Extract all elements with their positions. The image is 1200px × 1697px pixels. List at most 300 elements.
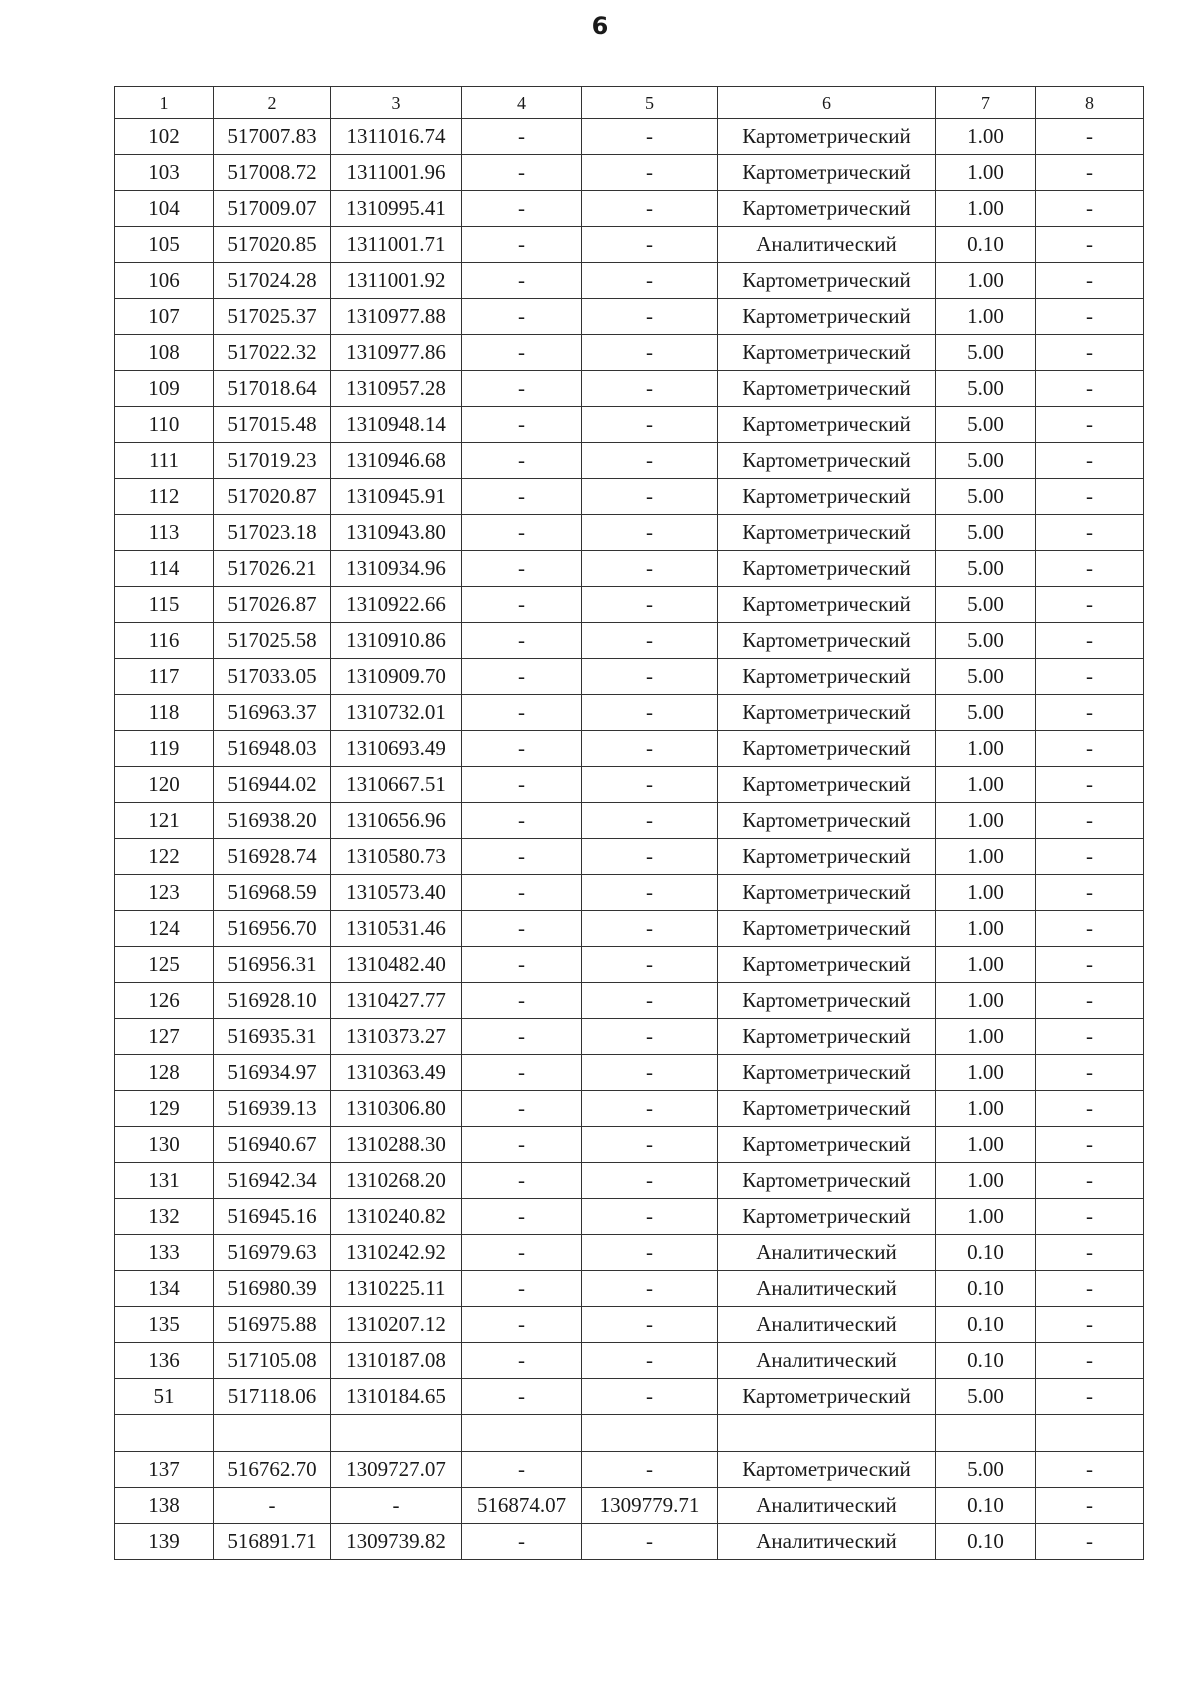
col4-cell: -: [462, 659, 582, 695]
y-coordinate-cell: 1310531.46: [331, 911, 462, 947]
col8-cell: -: [1036, 731, 1144, 767]
method-cell: Картометрический: [718, 1019, 936, 1055]
col4-cell: 516874.07: [462, 1488, 582, 1524]
method-cell: Картометрический: [718, 299, 936, 335]
col8-cell: -: [1036, 1019, 1144, 1055]
col4-cell: -: [462, 731, 582, 767]
col5-cell: -: [582, 1127, 718, 1163]
x-coordinate-cell: 517020.85: [214, 227, 331, 263]
accuracy-cell: 1.00: [936, 731, 1036, 767]
col5-cell: -: [582, 299, 718, 335]
method-cell: [718, 1415, 936, 1452]
col8-cell: -: [1036, 983, 1144, 1019]
col4-cell: -: [462, 839, 582, 875]
x-coordinate-cell: 516942.34: [214, 1163, 331, 1199]
col8-cell: -: [1036, 479, 1144, 515]
table-separator-row: [115, 1415, 1144, 1452]
y-coordinate-cell: 1310306.80: [331, 1091, 462, 1127]
y-coordinate-cell: 1310977.88: [331, 299, 462, 335]
table-row: [115, 515, 1144, 551]
x-coordinate-cell: 517022.32: [214, 335, 331, 371]
table-row: [115, 659, 1144, 695]
x-coordinate-cell: 516762.70: [214, 1452, 331, 1488]
accuracy-cell: 1.00: [936, 767, 1036, 803]
col8-cell: -: [1036, 299, 1144, 335]
point-number-cell: 123: [115, 875, 214, 911]
accuracy-cell: 5.00: [936, 1379, 1036, 1415]
method-cell: Картометрический: [718, 803, 936, 839]
x-coordinate-cell: 517033.05: [214, 659, 331, 695]
accuracy-cell: 1.00: [936, 875, 1036, 911]
y-coordinate-cell: 1311016.74: [331, 119, 462, 155]
col5-cell: -: [582, 1379, 718, 1415]
col4-cell: -: [462, 983, 582, 1019]
col4-cell: -: [462, 1452, 582, 1488]
point-number-cell: 104: [115, 191, 214, 227]
x-coordinate-cell: 516939.13: [214, 1091, 331, 1127]
table-row: [115, 1488, 1144, 1524]
col8-cell: -: [1036, 1055, 1144, 1091]
method-cell: Картометрический: [718, 623, 936, 659]
col8-cell: -: [1036, 1163, 1144, 1199]
y-coordinate-cell: 1310656.96: [331, 803, 462, 839]
y-coordinate-cell: 1310732.01: [331, 695, 462, 731]
accuracy-cell: 0.10: [936, 1235, 1036, 1271]
x-coordinate-cell: 517025.58: [214, 623, 331, 659]
y-coordinate-cell: 1310910.86: [331, 623, 462, 659]
point-number-cell: 114: [115, 551, 214, 587]
col8-cell: -: [1036, 803, 1144, 839]
y-coordinate-cell: 1310943.80: [331, 515, 462, 551]
y-coordinate-cell: 1310922.66: [331, 587, 462, 623]
method-cell: Аналитический: [718, 227, 936, 263]
y-coordinate-cell: 1310573.40: [331, 875, 462, 911]
point-number-cell: 134: [115, 1271, 214, 1307]
col8-cell: -: [1036, 1199, 1144, 1235]
method-cell: Аналитический: [718, 1343, 936, 1379]
point-number-cell: 130: [115, 1127, 214, 1163]
table-row: [115, 371, 1144, 407]
y-coordinate-cell: 1310240.82: [331, 1199, 462, 1235]
col8-cell: -: [1036, 659, 1144, 695]
x-coordinate-cell: 516945.16: [214, 1199, 331, 1235]
point-number-cell: 137: [115, 1452, 214, 1488]
y-coordinate-cell: 1310184.65: [331, 1379, 462, 1415]
method-cell: Аналитический: [718, 1271, 936, 1307]
y-coordinate-cell: 1310288.30: [331, 1127, 462, 1163]
col8-cell: -: [1036, 587, 1144, 623]
method-cell: Картометрический: [718, 479, 936, 515]
header-cell-3: 3: [331, 87, 462, 119]
col4-cell: -: [462, 1091, 582, 1127]
point-number-cell: 122: [115, 839, 214, 875]
col5-cell: -: [582, 1019, 718, 1055]
accuracy-cell: 1.00: [936, 839, 1036, 875]
method-cell: Картометрический: [718, 659, 936, 695]
col5-cell: [582, 1415, 718, 1452]
method-cell: Картометрический: [718, 1379, 936, 1415]
col8-cell: -: [1036, 1127, 1144, 1163]
point-number-cell: 120: [115, 767, 214, 803]
accuracy-cell: 1.00: [936, 911, 1036, 947]
x-coordinate-cell: 517009.07: [214, 191, 331, 227]
header-cell-7: 7: [936, 87, 1036, 119]
accuracy-cell: 5.00: [936, 1452, 1036, 1488]
x-coordinate-cell: 516975.88: [214, 1307, 331, 1343]
point-number-cell: 105: [115, 227, 214, 263]
table-row: [115, 119, 1144, 155]
table-row: [115, 1163, 1144, 1199]
table-row: [115, 803, 1144, 839]
accuracy-cell: 5.00: [936, 335, 1036, 371]
accuracy-cell: 0.10: [936, 1524, 1036, 1560]
table-row: [115, 479, 1144, 515]
table-row: [115, 1524, 1144, 1560]
col5-cell: 1309779.71: [582, 1488, 718, 1524]
x-coordinate-cell: 517018.64: [214, 371, 331, 407]
col4-cell: -: [462, 875, 582, 911]
method-cell: Картометрический: [718, 875, 936, 911]
col8-cell: -: [1036, 191, 1144, 227]
y-coordinate-cell: 1310957.28: [331, 371, 462, 407]
x-coordinate-cell: 516940.67: [214, 1127, 331, 1163]
col8-cell: -: [1036, 839, 1144, 875]
x-coordinate-cell: 516891.71: [214, 1524, 331, 1560]
y-coordinate-cell: -: [331, 1488, 462, 1524]
method-cell: Картометрический: [718, 515, 936, 551]
col5-cell: -: [582, 227, 718, 263]
table-row: [115, 983, 1144, 1019]
table-row: [115, 911, 1144, 947]
point-number-cell: 108: [115, 335, 214, 371]
col4-cell: -: [462, 119, 582, 155]
col4-cell: -: [462, 1055, 582, 1091]
method-cell: Картометрический: [718, 1452, 936, 1488]
accuracy-cell: 5.00: [936, 587, 1036, 623]
y-coordinate-cell: 1310977.86: [331, 335, 462, 371]
col5-cell: -: [582, 911, 718, 947]
col5-cell: -: [582, 983, 718, 1019]
accuracy-cell: 1.00: [936, 983, 1036, 1019]
accuracy-cell: 0.10: [936, 227, 1036, 263]
col8-cell: -: [1036, 263, 1144, 299]
y-coordinate-cell: 1310187.08: [331, 1343, 462, 1379]
table-row: [115, 551, 1144, 587]
col5-cell: -: [582, 767, 718, 803]
point-number-cell: [115, 1415, 214, 1452]
x-coordinate-cell: 517019.23: [214, 443, 331, 479]
y-coordinate-cell: 1310207.12: [331, 1307, 462, 1343]
col8-cell: -: [1036, 443, 1144, 479]
method-cell: Картометрический: [718, 155, 936, 191]
col5-cell: -: [582, 155, 718, 191]
y-coordinate-cell: 1311001.96: [331, 155, 462, 191]
x-coordinate-cell: 516980.39: [214, 1271, 331, 1307]
y-coordinate-cell: 1309739.82: [331, 1524, 462, 1560]
y-coordinate-cell: 1310268.20: [331, 1163, 462, 1199]
col4-cell: -: [462, 587, 582, 623]
col4-cell: -: [462, 443, 582, 479]
col4-cell: -: [462, 551, 582, 587]
method-cell: Аналитический: [718, 1307, 936, 1343]
x-coordinate-cell: 517025.37: [214, 299, 331, 335]
col8-cell: -: [1036, 1524, 1144, 1560]
col4-cell: -: [462, 1235, 582, 1271]
accuracy-cell: 1.00: [936, 1199, 1036, 1235]
col8-cell: -: [1036, 1091, 1144, 1127]
col4-cell: -: [462, 1343, 582, 1379]
point-number-cell: 111: [115, 443, 214, 479]
x-coordinate-cell: [214, 1415, 331, 1452]
method-cell: Картометрический: [718, 947, 936, 983]
y-coordinate-cell: 1310580.73: [331, 839, 462, 875]
table-row: [115, 1235, 1144, 1271]
col5-cell: -: [582, 551, 718, 587]
accuracy-cell: 0.10: [936, 1488, 1036, 1524]
table-row: [115, 731, 1144, 767]
point-number-cell: 51: [115, 1379, 214, 1415]
col8-cell: -: [1036, 767, 1144, 803]
method-cell: Картометрический: [718, 1163, 936, 1199]
x-coordinate-cell: 516928.10: [214, 983, 331, 1019]
y-coordinate-cell: 1310945.91: [331, 479, 462, 515]
y-coordinate-cell: 1310225.11: [331, 1271, 462, 1307]
accuracy-cell: 5.00: [936, 659, 1036, 695]
col8-cell: [1036, 1415, 1144, 1452]
method-cell: Картометрический: [718, 1091, 936, 1127]
point-number-cell: 127: [115, 1019, 214, 1055]
point-number-cell: 125: [115, 947, 214, 983]
x-coordinate-cell: 517023.18: [214, 515, 331, 551]
accuracy-cell: 0.10: [936, 1343, 1036, 1379]
point-number-cell: 102: [115, 119, 214, 155]
accuracy-cell: 5.00: [936, 371, 1036, 407]
col8-cell: -: [1036, 1343, 1144, 1379]
table-row: [115, 623, 1144, 659]
x-coordinate-cell: 516963.37: [214, 695, 331, 731]
col5-cell: -: [582, 623, 718, 659]
col4-cell: -: [462, 767, 582, 803]
method-cell: Картометрический: [718, 1199, 936, 1235]
table-row: [115, 407, 1144, 443]
y-coordinate-cell: 1310427.77: [331, 983, 462, 1019]
col4-cell: -: [462, 1163, 582, 1199]
y-coordinate-cell: 1310667.51: [331, 767, 462, 803]
accuracy-cell: 1.00: [936, 1091, 1036, 1127]
accuracy-cell: 1.00: [936, 1163, 1036, 1199]
col5-cell: -: [582, 803, 718, 839]
method-cell: Картометрический: [718, 335, 936, 371]
accuracy-cell: 5.00: [936, 695, 1036, 731]
point-number-cell: 110: [115, 407, 214, 443]
y-coordinate-cell: 1310948.14: [331, 407, 462, 443]
table-row: [115, 839, 1144, 875]
col5-cell: -: [582, 731, 718, 767]
header-cell-1: 1: [115, 87, 214, 119]
y-coordinate-cell: 1310373.27: [331, 1019, 462, 1055]
x-coordinate-cell: 516928.74: [214, 839, 331, 875]
col5-cell: -: [582, 1271, 718, 1307]
accuracy-cell: 5.00: [936, 515, 1036, 551]
method-cell: Картометрический: [718, 263, 936, 299]
col8-cell: -: [1036, 1235, 1144, 1271]
col5-cell: -: [582, 1452, 718, 1488]
col5-cell: -: [582, 1199, 718, 1235]
accuracy-cell: 1.00: [936, 155, 1036, 191]
table-row: [115, 263, 1144, 299]
method-cell: Картометрический: [718, 443, 936, 479]
col5-cell: -: [582, 335, 718, 371]
accuracy-cell: 5.00: [936, 479, 1036, 515]
point-number-cell: 126: [115, 983, 214, 1019]
table-row: [115, 947, 1144, 983]
col4-cell: -: [462, 1127, 582, 1163]
x-coordinate-cell: 517024.28: [214, 263, 331, 299]
x-coordinate-cell: 517026.21: [214, 551, 331, 587]
col8-cell: -: [1036, 911, 1144, 947]
col8-cell: -: [1036, 1271, 1144, 1307]
col8-cell: -: [1036, 695, 1144, 731]
col5-cell: -: [582, 119, 718, 155]
point-number-cell: 129: [115, 1091, 214, 1127]
col5-cell: -: [582, 1307, 718, 1343]
table-row: [115, 443, 1144, 479]
col8-cell: -: [1036, 551, 1144, 587]
col8-cell: -: [1036, 407, 1144, 443]
col4-cell: -: [462, 299, 582, 335]
accuracy-cell: 5.00: [936, 623, 1036, 659]
y-coordinate-cell: 1310946.68: [331, 443, 462, 479]
x-coordinate-cell: 516934.97: [214, 1055, 331, 1091]
point-number-cell: 139: [115, 1524, 214, 1560]
col4-cell: -: [462, 623, 582, 659]
y-coordinate-cell: 1309727.07: [331, 1452, 462, 1488]
point-number-cell: 112: [115, 479, 214, 515]
table-row: [115, 155, 1144, 191]
col5-cell: -: [582, 1055, 718, 1091]
col8-cell: -: [1036, 947, 1144, 983]
col5-cell: -: [582, 1343, 718, 1379]
y-coordinate-cell: 1311001.71: [331, 227, 462, 263]
x-coordinate-cell: 516956.70: [214, 911, 331, 947]
x-coordinate-cell: -: [214, 1488, 331, 1524]
point-number-cell: 138: [115, 1488, 214, 1524]
method-cell: Картометрический: [718, 695, 936, 731]
accuracy-cell: 5.00: [936, 407, 1036, 443]
x-coordinate-cell: 516944.02: [214, 767, 331, 803]
col4-cell: -: [462, 1271, 582, 1307]
col5-cell: -: [582, 407, 718, 443]
x-coordinate-cell: 517007.83: [214, 119, 331, 155]
y-coordinate-cell: 1310482.40: [331, 947, 462, 983]
col4-cell: -: [462, 1199, 582, 1235]
col4-cell: -: [462, 947, 582, 983]
col5-cell: -: [582, 371, 718, 407]
accuracy-cell: 1.00: [936, 299, 1036, 335]
table-row: [115, 587, 1144, 623]
x-coordinate-cell: 517015.48: [214, 407, 331, 443]
x-coordinate-cell: 516948.03: [214, 731, 331, 767]
point-number-cell: 131: [115, 1163, 214, 1199]
x-coordinate-cell: 516938.20: [214, 803, 331, 839]
col4-cell: -: [462, 335, 582, 371]
col5-cell: -: [582, 839, 718, 875]
method-cell: Аналитический: [718, 1235, 936, 1271]
col4-cell: -: [462, 263, 582, 299]
table-row: [115, 1307, 1144, 1343]
x-coordinate-cell: 517118.06: [214, 1379, 331, 1415]
accuracy-cell: 1.00: [936, 119, 1036, 155]
col8-cell: -: [1036, 1307, 1144, 1343]
col5-cell: -: [582, 659, 718, 695]
method-cell: Картометрический: [718, 911, 936, 947]
table-row: [115, 1199, 1144, 1235]
col4-cell: -: [462, 227, 582, 263]
col4-cell: -: [462, 191, 582, 227]
col5-cell: -: [582, 1524, 718, 1560]
accuracy-cell: 0.10: [936, 1271, 1036, 1307]
point-number-cell: 113: [115, 515, 214, 551]
table-row: [115, 1452, 1144, 1488]
table-row: [115, 299, 1144, 335]
col4-cell: -: [462, 515, 582, 551]
col5-cell: -: [582, 1163, 718, 1199]
accuracy-cell: 1.00: [936, 1055, 1036, 1091]
accuracy-cell: 1.00: [936, 263, 1036, 299]
y-coordinate-cell: 1310363.49: [331, 1055, 462, 1091]
coordinates-table: [114, 86, 1144, 1560]
header-cell-8: 8: [1036, 87, 1144, 119]
col5-cell: -: [582, 875, 718, 911]
method-cell: Картометрический: [718, 191, 936, 227]
col5-cell: -: [582, 695, 718, 731]
col5-cell: -: [582, 515, 718, 551]
method-cell: Аналитический: [718, 1488, 936, 1524]
method-cell: Картометрический: [718, 767, 936, 803]
col8-cell: -: [1036, 335, 1144, 371]
point-number-cell: 124: [115, 911, 214, 947]
point-number-cell: 115: [115, 587, 214, 623]
method-cell: Картометрический: [718, 371, 936, 407]
method-cell: Картометрический: [718, 983, 936, 1019]
table-row: [115, 1091, 1144, 1127]
point-number-cell: 132: [115, 1199, 214, 1235]
x-coordinate-cell: 516979.63: [214, 1235, 331, 1271]
y-coordinate-cell: [331, 1415, 462, 1452]
col4-cell: [462, 1415, 582, 1452]
y-coordinate-cell: 1310909.70: [331, 659, 462, 695]
accuracy-cell: 1.00: [936, 947, 1036, 983]
col5-cell: -: [582, 191, 718, 227]
point-number-cell: 128: [115, 1055, 214, 1091]
col4-cell: -: [462, 407, 582, 443]
header-cell-2: 2: [214, 87, 331, 119]
col8-cell: -: [1036, 515, 1144, 551]
col8-cell: -: [1036, 1452, 1144, 1488]
col5-cell: -: [582, 947, 718, 983]
col4-cell: -: [462, 1524, 582, 1560]
header-cell-4: 4: [462, 87, 582, 119]
header-cell-6: 6: [718, 87, 936, 119]
y-coordinate-cell: 1310242.92: [331, 1235, 462, 1271]
method-cell: Картометрический: [718, 551, 936, 587]
table-row: [115, 191, 1144, 227]
accuracy-cell: 1.00: [936, 803, 1036, 839]
x-coordinate-cell: 517026.87: [214, 587, 331, 623]
col4-cell: -: [462, 695, 582, 731]
point-number-cell: 121: [115, 803, 214, 839]
accuracy-cell: 5.00: [936, 551, 1036, 587]
